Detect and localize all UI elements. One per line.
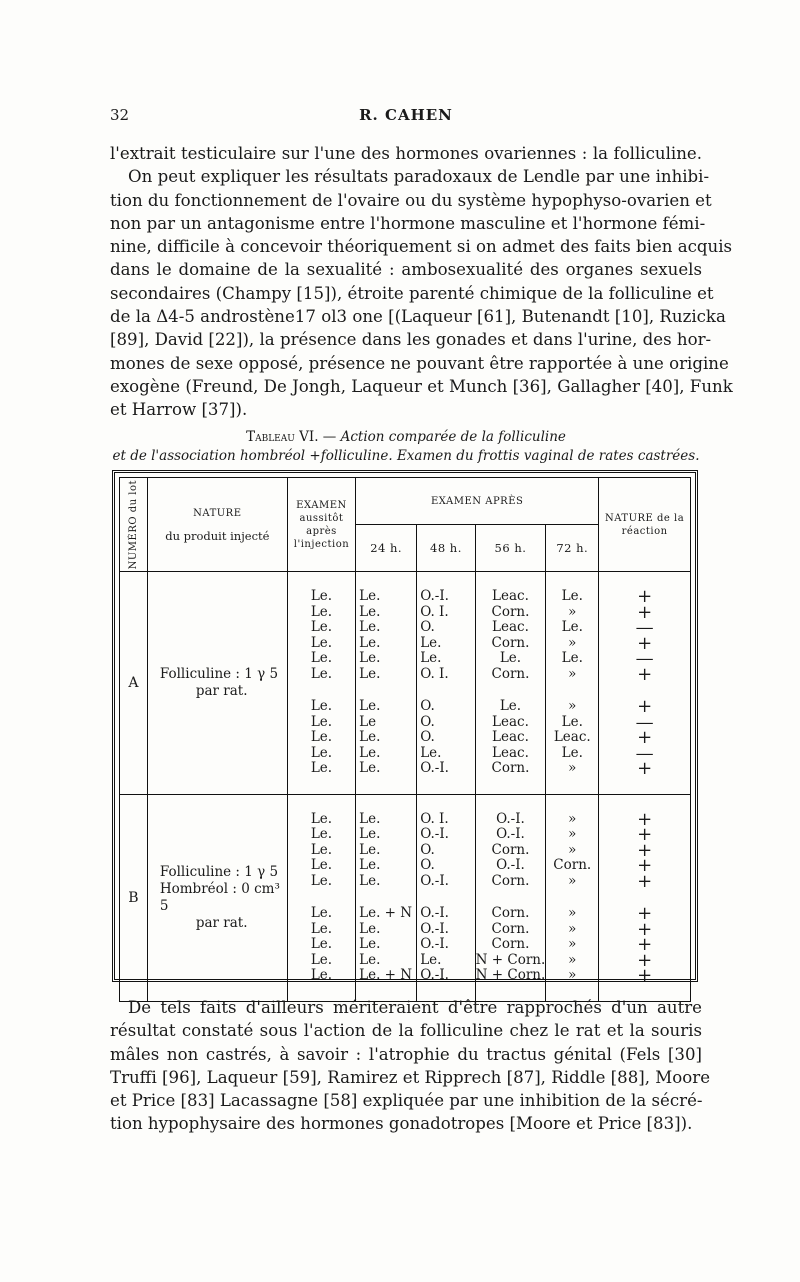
caption-line1: Action comparée de la folliculine <box>340 429 566 445</box>
cell-value: » <box>568 936 577 953</box>
cell-value: Leac. <box>492 713 529 730</box>
cell-value: Le. <box>359 665 381 682</box>
text-line: l'extrait testiculaire sur l'une des hormones ovariennes : la folliculine. <box>110 144 702 163</box>
cell-value: Le. <box>310 588 333 605</box>
header-examen-apres: EXAMEN APRÈS <box>356 478 599 525</box>
results-table <box>119 477 691 1002</box>
cell-value: Le. <box>359 729 381 746</box>
header-56h: 56 h. <box>475 525 546 572</box>
cell-value: N + Corn. <box>475 967 546 984</box>
cell-value: O.-I. <box>420 826 449 843</box>
cell-value: Le. <box>310 967 333 984</box>
cell-value: O. <box>420 729 435 746</box>
header-24h: 24 h. <box>356 525 417 572</box>
text-line: secondaires (Champy [15]), étroite parenté chimique de la folliculine et <box>110 283 714 303</box>
product-line: par rat. <box>195 683 248 700</box>
cell-value: Le. <box>561 650 583 667</box>
text-line: nine, difficile à concevoir théoriquement si on admet des faits bien acquis <box>110 237 733 257</box>
cell-value: » <box>568 826 577 843</box>
cell-value: Le. <box>359 698 381 715</box>
cell-value: Le. <box>310 744 333 761</box>
cell-value: » <box>568 951 577 968</box>
text-line: Truffi [96], Laqueur [59], Ramirez et Rippreсh [87], Riddle [88], Moore <box>110 1067 711 1087</box>
header-lot: NUMÉRO du lot <box>120 478 148 572</box>
cell-value: Le. <box>359 634 381 651</box>
cell-value: Leac. <box>492 619 529 636</box>
cell-value: Le. <box>359 603 381 620</box>
product-line: Folliculine : 1 γ 5 <box>159 863 279 880</box>
caption-line2: et de l'association hombréol +folliculine. Examen du frottis vaginal de rates castrées. <box>112 448 700 464</box>
cell-value: + <box>637 601 653 623</box>
col-24h <box>356 572 417 795</box>
cell-value: Corn. <box>491 936 530 953</box>
cell-value: Le. <box>310 650 333 667</box>
cell-value: + <box>637 696 653 718</box>
cell-value: Le. <box>310 665 333 682</box>
cell-value: » <box>568 760 577 777</box>
running-head: R. CAHEN <box>359 106 453 124</box>
cell-value: — <box>635 711 654 733</box>
cell-value: + <box>637 586 653 608</box>
cell-value: O.-I. <box>496 857 525 874</box>
cell-value: Le. <box>359 857 381 874</box>
cell-value: » <box>568 872 577 889</box>
cell-value: Le. <box>310 619 333 636</box>
cell-value: Le. <box>310 603 333 620</box>
cell-value: Le. + N <box>359 967 413 984</box>
group-row-B <box>120 794 691 1001</box>
cell-value: » <box>568 698 577 715</box>
cell-value: O.-I. <box>420 760 449 777</box>
col-72h <box>546 794 599 1001</box>
cell-value: Le. <box>310 760 333 777</box>
cell-value: » <box>568 967 577 984</box>
cell-value: O. <box>420 841 435 858</box>
cell-value: O. I. <box>420 810 449 827</box>
product-line: par rat. <box>195 914 248 931</box>
product-description <box>147 572 287 795</box>
cell-value: Le. <box>359 826 381 843</box>
cell-value: + <box>637 727 653 749</box>
cell-value: — <box>635 648 654 670</box>
cell-value: Corn. <box>553 857 592 874</box>
header-48h: 48 h. <box>417 525 475 572</box>
col-immediate <box>287 572 355 795</box>
product-line: Folliculine : 1 γ 5 <box>159 666 279 683</box>
cell-value: Le. <box>420 634 442 651</box>
text-line: dans le domaine de la sexualité : ambosexualité des organes sexuels <box>110 260 702 280</box>
cell-value: O.-I. <box>420 967 449 984</box>
cell-value: Le. <box>359 951 381 968</box>
cell-value: Le. <box>310 857 333 874</box>
cell-value: O.-I. <box>420 920 449 937</box>
cell-value: » <box>568 810 577 827</box>
col-56h <box>475 572 546 795</box>
cell-value: + <box>637 855 653 877</box>
paragraph-conclusion <box>110 996 711 1136</box>
table-caption <box>110 428 702 466</box>
text-line: tion du fonctionnement de l'ovaire ou du système hypophyso-ovarien et <box>110 190 712 210</box>
cell-value: Corn. <box>491 905 530 922</box>
cell-value: Le. <box>359 588 381 605</box>
text-line: résultat constaté sous l'action de la folliculine chez le rat et la souris <box>110 1021 702 1041</box>
cell-value: » <box>568 603 577 620</box>
col-56h <box>475 794 546 1001</box>
col-48h <box>417 572 475 795</box>
cell-value: Corn. <box>491 665 530 682</box>
cell-value: Le. <box>310 810 333 827</box>
cell-value: Le. <box>310 698 333 715</box>
cell-value: Le. <box>420 951 442 968</box>
cell-value: Le. <box>310 826 333 843</box>
page-number: 32 <box>110 106 130 124</box>
cell-value: » <box>568 920 577 937</box>
cell-value: + <box>637 903 653 925</box>
text-line: et Price [83] Lacassagne [58] expliquée par une inhibition de la sécré- <box>110 1091 703 1111</box>
col-48h <box>417 794 475 1001</box>
cell-value: Le. <box>561 588 583 605</box>
cell-value: Le. <box>310 841 333 858</box>
text-line: mâles non castrés, à savoir : l'atrophie du tractus génital (Fels [30] <box>110 1044 702 1064</box>
text-line: et Harrow [37]). <box>110 400 248 420</box>
cell-value: O.-I. <box>420 588 449 605</box>
cell-value: + <box>637 965 653 987</box>
header-reaction: NATURE de la réaction <box>599 478 691 572</box>
cell-value: — <box>635 617 654 639</box>
cell-value: + <box>637 824 653 846</box>
cell-value: Le. <box>499 650 522 667</box>
caption-label: Tableau VI. — <box>246 429 337 445</box>
cell-value: + <box>637 949 653 971</box>
text-line: de la Δ4-5 androstène17 ol3 one [(Laqueur [61], Butenandt [10], Ruzicka <box>110 307 726 327</box>
cell-value: + <box>637 758 653 780</box>
cell-value: O. <box>420 857 435 874</box>
cell-value: Le. <box>561 744 583 761</box>
lot-id: B <box>120 794 148 1001</box>
cell-value: O.-I. <box>420 872 449 889</box>
cell-value: Le. <box>499 698 522 715</box>
cell-value: Le. <box>359 920 381 937</box>
cell-value: O. I. <box>420 603 449 620</box>
cell-value: » <box>568 634 577 651</box>
text-line: exogène (Freund, De Jongh, Laqueur et Munch [36], Gallagher [40], Funk <box>110 376 733 396</box>
cell-value: Le. <box>310 729 333 746</box>
group-row-A <box>120 572 691 795</box>
cell-value: + <box>637 632 653 654</box>
cell-value: + <box>637 663 653 685</box>
cell-value: + <box>637 808 653 830</box>
cell-value: O. <box>420 713 435 730</box>
cell-value: + <box>637 918 653 940</box>
col-reaction <box>599 794 691 1001</box>
cell-value: Le. <box>359 936 381 953</box>
col-reaction <box>599 572 691 795</box>
cell-value: Leac. <box>492 729 529 746</box>
cell-value: Le. <box>561 713 583 730</box>
cell-value: Corn. <box>491 841 530 858</box>
cell-value: Le. <box>310 936 333 953</box>
cell-value: Le. <box>310 872 333 889</box>
cell-value: Le. <box>420 650 442 667</box>
cell-value: » <box>568 841 577 858</box>
cell-value: Le. <box>310 905 333 922</box>
cell-value: Le. <box>310 713 333 730</box>
cell-value: Le. <box>359 810 381 827</box>
lot-id: A <box>120 572 148 795</box>
text-line: De tels faits d'ailleurs mériteraient d'être rapprochés d'un autre <box>128 998 702 1017</box>
cell-value: Le. <box>359 744 381 761</box>
cell-value: Le. <box>359 650 381 667</box>
cell-value: » <box>568 665 577 682</box>
cell-value: — <box>635 742 654 764</box>
cell-value: Corn. <box>491 872 530 889</box>
header-nature-product: NATURE du produit injecté <box>147 478 287 572</box>
cell-value: O.-I. <box>496 826 525 843</box>
col-72h <box>546 572 599 795</box>
cell-value: Le. <box>359 760 381 777</box>
text-line: mones de sexe opposé, présence ne pouvant être rapportée à une origine <box>110 353 729 373</box>
product-description <box>147 794 287 1001</box>
cell-value: Le. <box>561 619 583 636</box>
cell-value: » <box>568 905 577 922</box>
cell-value: Le. <box>310 920 333 937</box>
cell-value: Le <box>359 713 377 730</box>
text-line: On peut expliquer les résultats paradoxaux de Lendle par une inhibi- <box>128 167 710 187</box>
cell-value: N + Corn. <box>475 951 546 968</box>
cell-value: Le. <box>420 744 442 761</box>
cell-value: Leac. <box>492 588 529 605</box>
cell-value: O. <box>420 698 435 715</box>
cell-value: Corn. <box>491 920 530 937</box>
cell-value: O.-I. <box>496 810 525 827</box>
cell-value: + <box>637 934 653 956</box>
cell-value: Le. <box>310 951 333 968</box>
cell-value: Le. <box>359 619 381 636</box>
cell-value: Le. <box>359 872 381 889</box>
cell-value: + <box>637 870 653 892</box>
cell-value: Corn. <box>491 603 530 620</box>
cell-value: Le. <box>359 841 381 858</box>
product-line: Hombréol : 0 cm³ 5 <box>159 880 280 914</box>
cell-value: Corn. <box>491 760 530 777</box>
text-line: tion hypophysaire des hormones gonadotropes [Moore et Price [83]). <box>110 1114 693 1134</box>
col-24h <box>356 794 417 1001</box>
paragraph-intro <box>110 142 733 422</box>
cell-value: Corn. <box>491 634 530 651</box>
cell-value: O.-I. <box>420 936 449 953</box>
cell-value: + <box>637 839 653 861</box>
page-header <box>110 106 702 130</box>
text-line: non par un antagonisme entre l'hormone masculine et l'hormone fémi- <box>110 213 706 233</box>
cell-value: Leac. <box>553 729 591 746</box>
cell-value: O. <box>420 619 435 636</box>
header-examen-immediate: EXAMEN aussitôt après l'injection <box>287 478 355 572</box>
cell-value: Le. <box>310 634 333 651</box>
cell-value: O. I. <box>420 665 449 682</box>
cell-value: O.-I. <box>420 905 449 922</box>
col-immediate <box>287 794 355 1001</box>
cell-value: Leac. <box>492 744 529 761</box>
header-72h: 72 h. <box>546 525 599 572</box>
text-line: [89], David [22]), la présence dans les gonades et dans l'urine, des hor- <box>110 330 712 350</box>
cell-value: Le. + N <box>359 905 413 922</box>
